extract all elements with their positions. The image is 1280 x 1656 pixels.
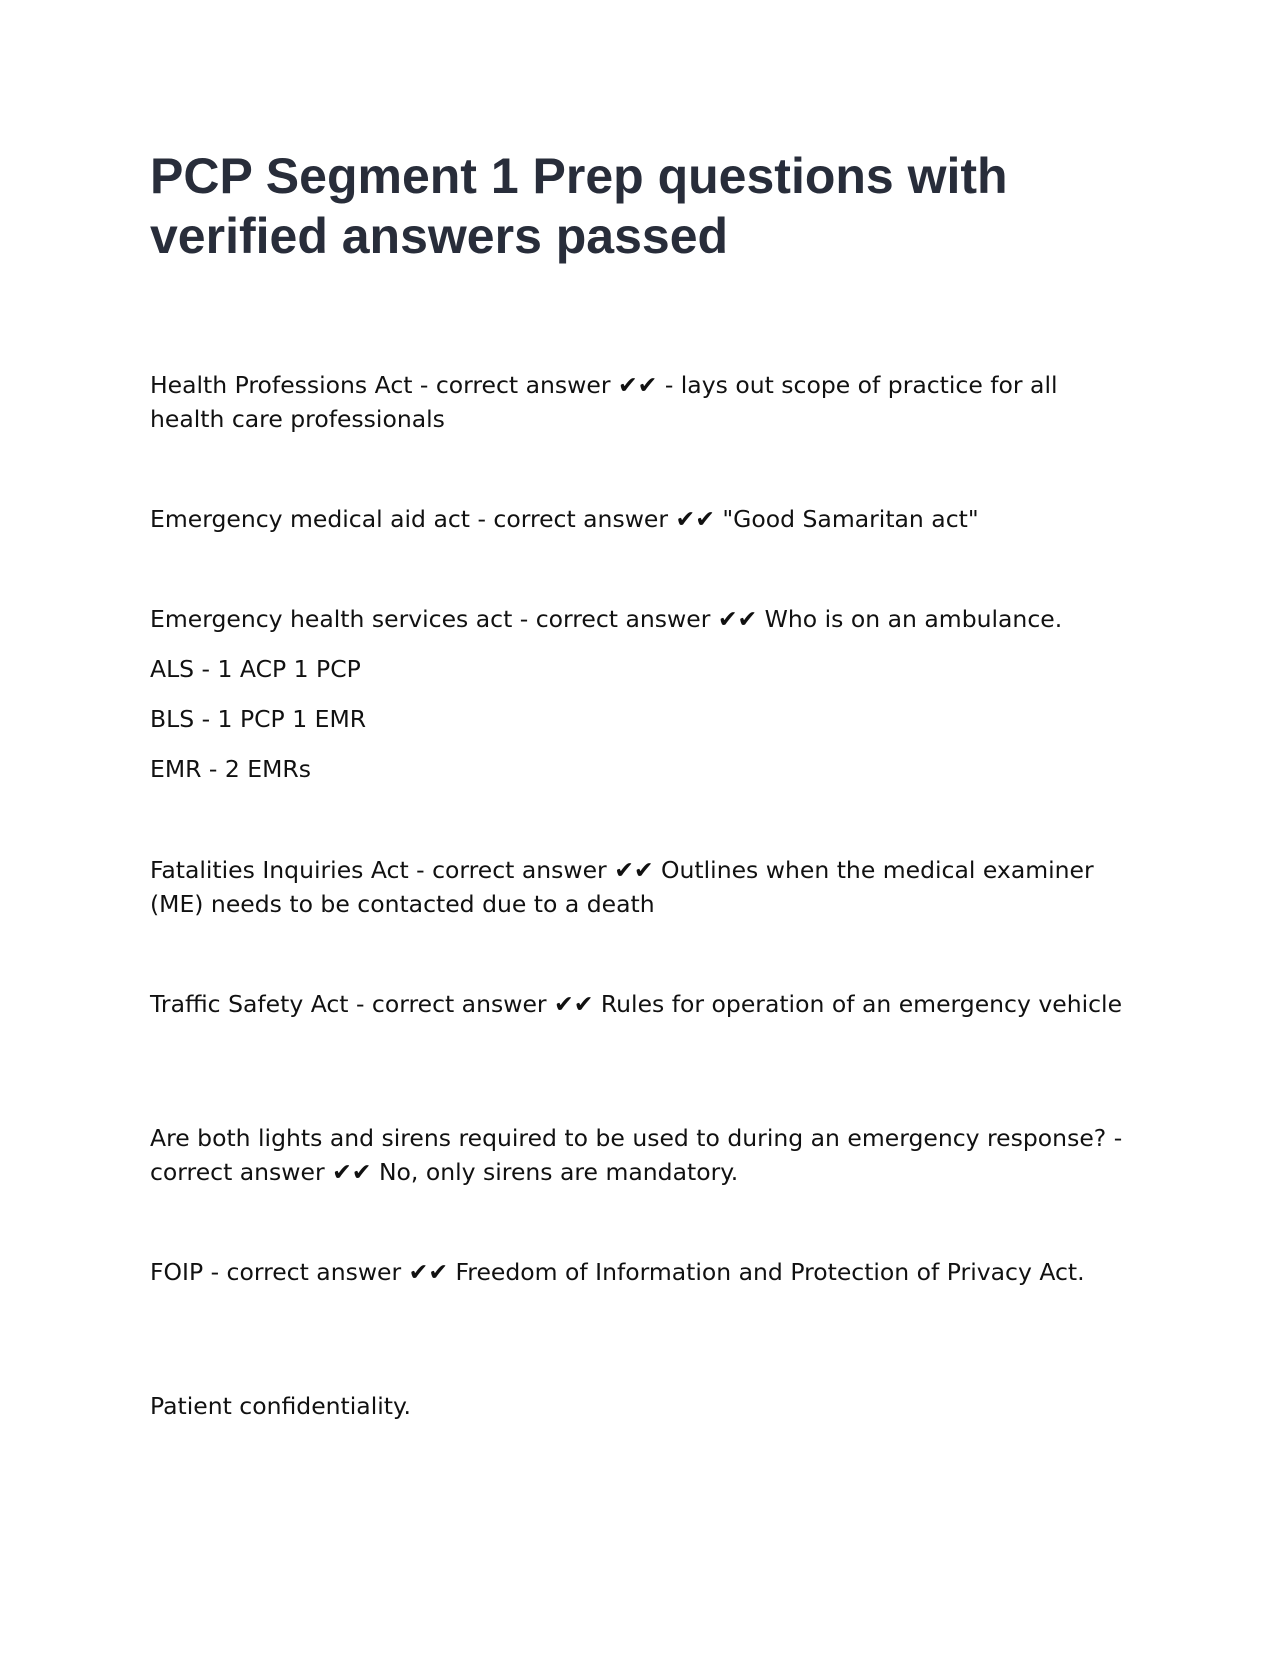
paragraph-bls: BLS - 1 PCP 1 EMR (150, 705, 367, 733)
paragraph-emr: EMR - 2 EMRs (150, 755, 311, 783)
paragraph-als: ALS - 1 ACP 1 PCP (150, 655, 361, 683)
paragraph-fatalities-inquiries-act: Fatalities Inquiries Act - correct answer ✔✔ Outlines when the medical examiner (ME) needs to be contacted due to a death (150, 856, 1094, 918)
paragraph-health-professions-act: Health Professions Act - correct answer ✔✔ - lays out scope of practice for all health care professionals (150, 371, 1058, 433)
paragraph-emergency-medical-aid-act: Emergency medical aid act - correct answer ✔✔ "Good Samaritan act" (150, 505, 979, 533)
paragraph-patient-confidentiality: Patient confidentiality. (150, 1392, 412, 1420)
paragraph-foip: FOIP - correct answer ✔✔ Freedom of Information and Protection of Privacy Act. (150, 1258, 1085, 1286)
paragraph-lights-and-sirens: Are both lights and sirens required to be used to during an emergency response? - correct answer ✔✔ No, only sirens are mandatory. (150, 1124, 1123, 1186)
paragraph-emergency-health-services-act: Emergency health services act - correct answer ✔✔ Who is on an ambulance. (150, 605, 1063, 633)
document-title: PCP Segment 1 Prep questions with verified answers passed (150, 148, 1008, 264)
paragraph-traffic-safety-act: Traffic Safety Act - correct answer ✔✔ Rules for operation of an emergency vehicle (150, 990, 1123, 1018)
